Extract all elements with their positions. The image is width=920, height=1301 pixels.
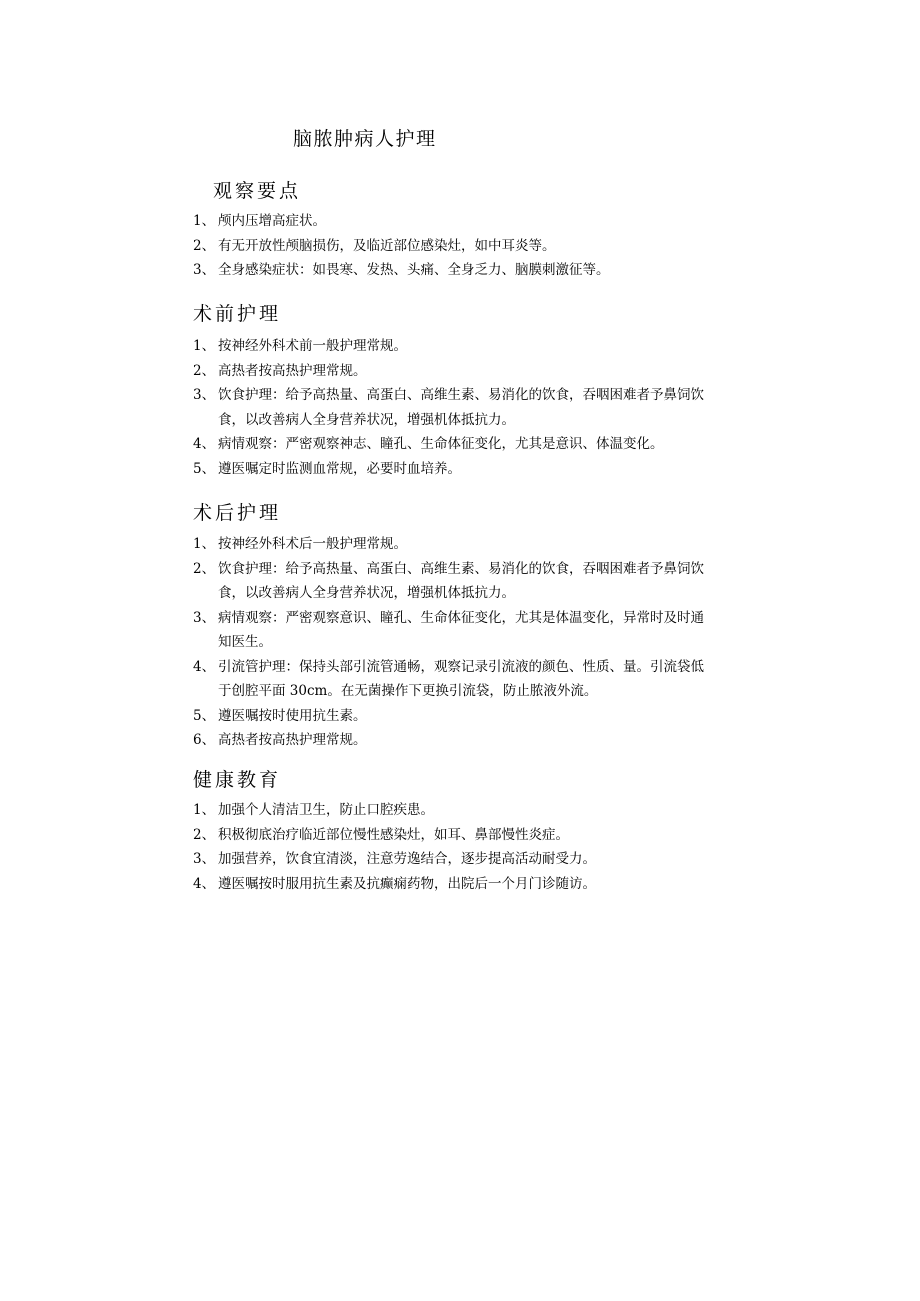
list-item-text: 高热者按高热护理常规。 bbox=[218, 362, 367, 379]
list-item-number: 2、 bbox=[193, 362, 216, 379]
list-item bbox=[193, 258, 783, 283]
list-item-text: 引流管护理：保持头部引流管通畅，观察记录引流液的颜色、性质、量。引流袋低 bbox=[218, 658, 704, 675]
list-item-text: 遵医嘱按时使用抗生素。 bbox=[218, 707, 367, 724]
list-item bbox=[193, 847, 783, 872]
list-item bbox=[193, 234, 783, 259]
observation-list bbox=[193, 209, 783, 283]
list-item bbox=[193, 798, 783, 823]
list-item bbox=[193, 432, 783, 457]
list-item-number: 1、 bbox=[193, 338, 216, 354]
list-item bbox=[193, 359, 783, 384]
list-item-text: 病情观察：严密观察神志、瞳孔、生命体征变化，尤其是意识、体温变化。 bbox=[218, 436, 664, 452]
list-item-text: 全身感染症状：如畏寒、发热、头痛、全身乏力、脑膜刺激征等。 bbox=[218, 262, 610, 278]
list-item-number: 3、 bbox=[193, 851, 216, 867]
list-item-text: 病情观察：严密观察意识、瞳孔、生命体征变化，尤其是体温变化，异常时及时通 bbox=[218, 609, 704, 626]
list-item bbox=[193, 872, 783, 897]
list-item-number: 1、 bbox=[193, 536, 216, 552]
list-item-number: 3、 bbox=[193, 387, 216, 403]
list-item-number: 5、 bbox=[193, 707, 216, 724]
list-item-text: 食，以改善病人全身营养状况，增强机体抵抗力。 bbox=[218, 585, 515, 601]
list-item-text: 遵医嘱按时服用抗生素及抗癫痫药物，出院后一个月门诊随访。 bbox=[218, 875, 596, 892]
list-item-text: 颅内压增高症状。 bbox=[218, 213, 326, 229]
list-item bbox=[193, 457, 783, 482]
list-item bbox=[193, 606, 783, 655]
postop-list bbox=[193, 532, 783, 753]
list-item bbox=[193, 209, 783, 234]
list-item-number: 3、 bbox=[193, 262, 216, 278]
list-item bbox=[193, 532, 783, 557]
list-item-number: 1、 bbox=[193, 213, 216, 229]
list-item-text: 按神经外科术后一般护理常规。 bbox=[218, 536, 407, 552]
section-heading-education: 健康教育 bbox=[193, 769, 282, 791]
list-item-number: 2、 bbox=[193, 237, 216, 254]
section-heading-observation: 观察要点 bbox=[213, 180, 302, 202]
list-item-text: 积极彻底治疗临近部位慢性感染灶，如耳、鼻部慢性炎症。 bbox=[218, 826, 569, 843]
list-item bbox=[193, 383, 783, 432]
list-item bbox=[193, 728, 783, 753]
list-item-text: 按神经外科术前一般护理常规。 bbox=[218, 338, 407, 354]
list-item bbox=[193, 823, 783, 848]
list-item-number: 4、 bbox=[193, 875, 216, 892]
list-item bbox=[193, 704, 783, 729]
list-item-number: 2、 bbox=[193, 826, 216, 843]
preop-list bbox=[193, 334, 783, 481]
list-item-number: 4、 bbox=[193, 658, 216, 675]
list-item-text: 遵医嘱定时监测血常规，必要时血培养。 bbox=[218, 460, 461, 477]
education-list bbox=[193, 798, 783, 896]
page-title: 脑脓肿病人护理 bbox=[293, 128, 437, 150]
section-heading-postop: 术后护理 bbox=[193, 502, 282, 524]
list-item-text: 饮食护理：给予高热量、高蛋白、高维生素、易消化的饮食，吞咽困难者予鼻饲饮 bbox=[218, 560, 704, 577]
list-item-number: 5、 bbox=[193, 460, 216, 477]
list-item-text: 饮食护理：给予高热量、高蛋白、高维生素、易消化的饮食，吞咽困难者予鼻饲饮 bbox=[218, 387, 704, 403]
list-item-number: 3、 bbox=[193, 609, 216, 626]
list-item-text: 于创腔平面 30cm。在无菌操作下更换引流袋，防止脓液外流。 bbox=[218, 683, 598, 699]
list-item-text: 高热者按高热护理常规。 bbox=[218, 732, 367, 748]
list-item-text: 有无开放性颅脑损伤，及临近部位感染灶，如中耳炎等。 bbox=[218, 237, 556, 254]
list-item bbox=[193, 334, 783, 359]
list-item-text: 加强营养，饮食宜清淡，注意劳逸结合，逐步提高活动耐受力。 bbox=[218, 851, 596, 867]
list-item-text: 食，以改善病人全身营养状况，增强机体抵抗力。 bbox=[218, 411, 515, 428]
list-item-number: 2、 bbox=[193, 560, 216, 577]
list-item-number: 4、 bbox=[193, 436, 216, 452]
list-item-number: 1、 bbox=[193, 802, 216, 818]
list-item-number: 6、 bbox=[193, 732, 216, 748]
list-item bbox=[193, 557, 783, 606]
list-item bbox=[193, 655, 783, 704]
section-heading-preop: 术前护理 bbox=[193, 303, 282, 325]
list-item-text: 知医生。 bbox=[218, 634, 272, 650]
list-item-text: 加强个人清洁卫生，防止口腔疾患。 bbox=[218, 802, 434, 818]
